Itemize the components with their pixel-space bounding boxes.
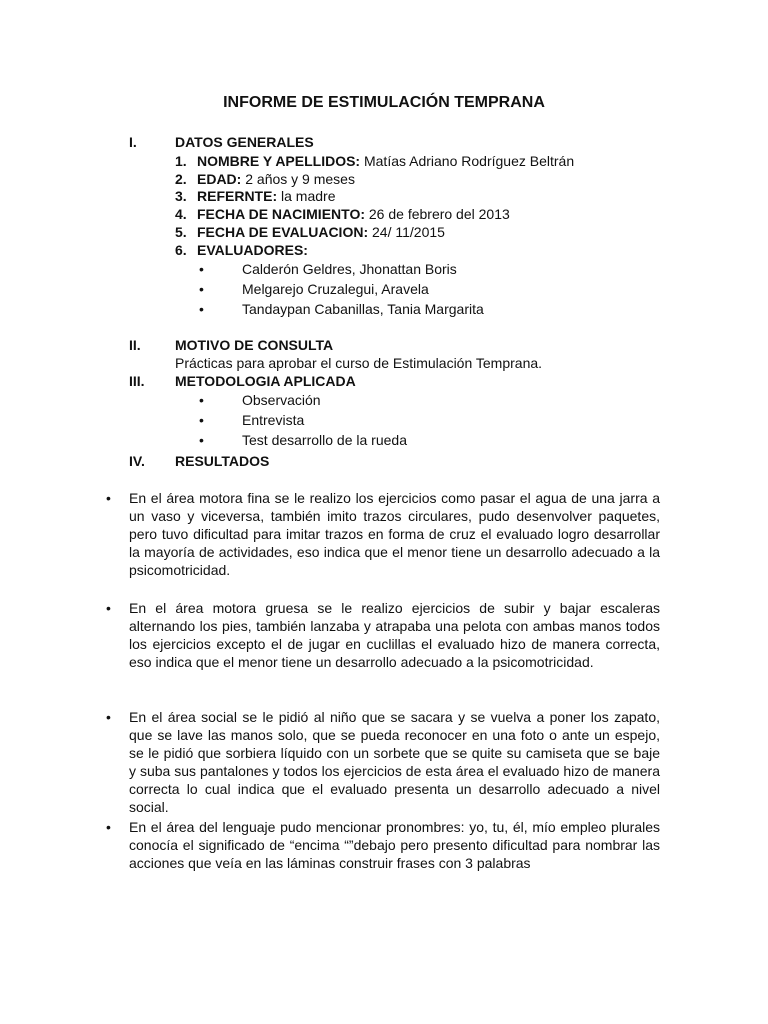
item-number: 3.: [175, 188, 187, 204]
item-number: 4.: [175, 206, 187, 222]
method-list-item: [199, 410, 305, 430]
evaluator-name: Melgarejo Cruzalegui, Aravela: [242, 281, 429, 297]
bullet-icon: •: [199, 392, 204, 408]
bullet-icon: •: [199, 261, 204, 277]
general-data-item: [175, 170, 355, 188]
item-number: 2.: [175, 171, 187, 187]
item-number: 1.: [175, 153, 187, 169]
item-key: NOMBRE Y APELLIDOS:: [197, 153, 361, 169]
result-paragraph: En el área social se le pidió al niño que se sacara y se vuelva a poner los zapato, que se lave las manos solo, que se pueda reconocer en una foto o ante un espejo, se le pidió que sorbiera líquido con un sorbete que se quite su camiseta que se baje y suba sus pantalones y todos los ejercicios de esta área el evaluado hizo de manera correcta lo cual indica que el evaluado presenta un desarrollo adecuado a nivel social.: [129, 709, 660, 815]
section-3-title: METODOLOGIA APLICADA: [175, 373, 356, 389]
general-data-item: [175, 223, 445, 241]
method-name: Entrevista: [242, 412, 305, 428]
section-2-title: MOTIVO DE CONSULTA: [175, 337, 334, 353]
general-data-item: [175, 152, 574, 170]
bullet-icon: •: [106, 600, 111, 616]
general-data-item: [175, 241, 308, 259]
general-data-item: [175, 205, 510, 223]
section-2-number: II.: [129, 337, 141, 353]
section-4-number: IV.: [129, 453, 145, 469]
section-1-number: I.: [129, 134, 137, 150]
result-paragraph: En el área del lenguaje pudo mencionar pronombres: yo, tu, él, mío empleo plurales conocía el significado de “encima “”debajo pero presento dificultad para nombrar las acciones que veía en las láminas construir frases con 3 palabras: [129, 819, 660, 871]
item-value: 2 años y 9 meses: [241, 171, 355, 187]
section-1-title: DATOS GENERALES: [175, 134, 314, 150]
document-title: INFORME DE ESTIMULACIÓN TEMPRANA: [223, 94, 545, 111]
item-value: 24/ 11/2015: [368, 224, 445, 240]
bullet-icon: •: [199, 301, 204, 317]
section-4-title: RESULTADOS: [175, 453, 270, 469]
consultation-reason-text: Prácticas para aprobar el curso de Estimulación Temprana.: [175, 355, 543, 371]
evaluator-list-item: [199, 299, 484, 319]
item-key: EVALUADORES:: [197, 242, 308, 258]
item-key: FECHA DE EVALUACION:: [197, 224, 369, 240]
general-data-item: [175, 187, 335, 205]
evaluator-list-item: [199, 279, 429, 299]
method-list-item: [199, 390, 321, 410]
item-key: FECHA DE NACIMIENTO:: [197, 206, 365, 222]
method-list-item: [199, 430, 407, 450]
item-key: REFERNTE:: [197, 188, 278, 204]
result-paragraph: En el área motora fina se le realizo los ejercicios como pasar el agua de una jarra a un vaso y viceversa, también imito trazos circulares, pudo desenvolver paquetes, pero tuvo dificultad para imitar trazos en forma de cruz el evaluado logro desarrollar la mayoría de actividades, eso indica que el menor tiene un desarrollo adecuado a la psicomotricidad.: [129, 490, 660, 578]
evaluator-list-item: [199, 259, 457, 279]
item-value: la madre: [277, 188, 336, 204]
bullet-icon: •: [199, 412, 204, 428]
item-number: 6.: [175, 242, 187, 258]
result-paragraph: En el área motora gruesa se le realizo ejercicios de subir y bajar escaleras alternando los pies, también lanzaba y atrapaba una pelota con ambas manos todos los ejercicios excepto el de jugar en cuclillas el evaluado hizo de manera correcta, eso indica que el menor tiene un desarrollo adecuado a la psicomotricidad.: [129, 600, 660, 670]
evaluator-name: Calderón Geldres, Jhonattan Boris: [242, 261, 457, 277]
bullet-icon: •: [106, 819, 111, 835]
bullet-icon: •: [199, 281, 204, 297]
item-key: EDAD:: [197, 171, 242, 187]
bullet-icon: •: [199, 432, 204, 448]
item-value: 26 de febrero del 2013: [365, 206, 510, 222]
bullet-icon: •: [106, 490, 111, 506]
bullet-icon: •: [106, 709, 111, 725]
item-value: Matías Adriano Rodríguez Beltrán: [360, 153, 575, 169]
item-number: 5.: [175, 224, 187, 240]
method-name: Test desarrollo de la rueda: [242, 432, 407, 448]
method-name: Observación: [242, 392, 321, 408]
evaluator-name: Tandaypan Cabanillas, Tania Margarita: [242, 301, 484, 317]
section-3-number: III.: [129, 373, 145, 389]
